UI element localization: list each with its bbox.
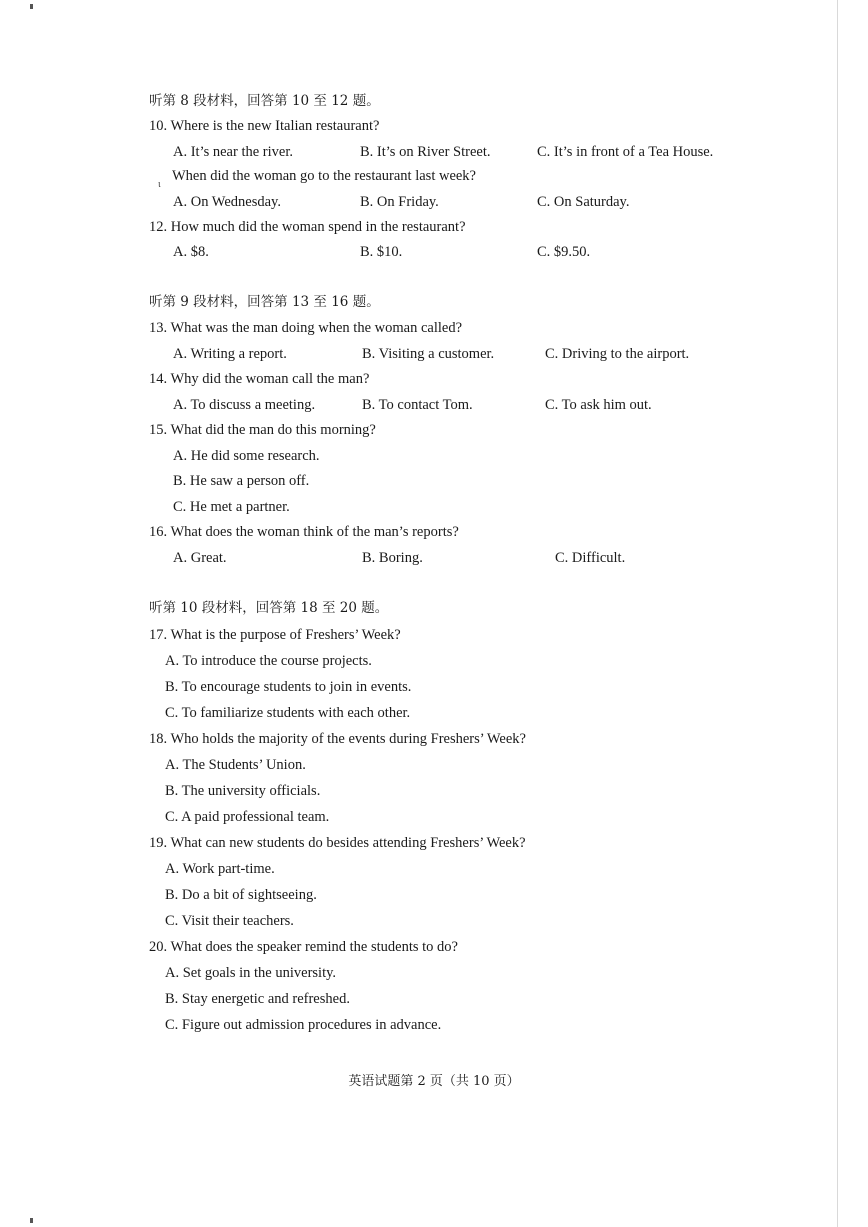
- option-a: A. On Wednesday.: [173, 194, 281, 210]
- option-b: B. To contact Tom.: [362, 397, 473, 413]
- question-stem: 14. Why did the woman call the man?: [149, 371, 370, 387]
- option-a: A. He did some research.: [173, 448, 320, 464]
- option-c: C. A paid professional team.: [165, 809, 330, 825]
- option-a: A. The Students’ Union.: [165, 757, 306, 773]
- question-stem: 20. What does the speaker remind the students to do?: [149, 939, 458, 955]
- option-b: B. It’s on River Street.: [360, 144, 491, 160]
- question-stem: 19. What can new students do besides attending Freshers’ Week?: [149, 835, 526, 851]
- question-stem: 18. Who holds the majority of the events during Freshers’ Week?: [149, 731, 526, 747]
- section-header: 听第 10 段材料，回答第 18 至 20 题。: [149, 600, 389, 616]
- option-b: B. On Friday.: [360, 194, 439, 210]
- option-a: A. Work part-time.: [165, 861, 275, 877]
- option-c: C. $9.50.: [537, 244, 591, 260]
- option-c: C. To familiarize students with each other.: [165, 705, 411, 721]
- option-c: C. On Saturday.: [537, 194, 630, 210]
- option-b: B. The university officials.: [165, 783, 321, 799]
- question-stem: 17. What is the purpose of Freshers’ Week?: [149, 627, 401, 643]
- stray-mark: ι: [158, 179, 161, 190]
- option-a: A. Great.: [173, 550, 227, 566]
- section-header: 听第 8 段材料，回答第 10 至 12 题。: [149, 93, 380, 109]
- option-c: C. Difficult.: [555, 550, 626, 566]
- option-c: C. He met a partner.: [173, 499, 290, 515]
- option-a: A. It’s near the river.: [173, 144, 293, 160]
- option-b: B. Visiting a customer.: [362, 346, 495, 362]
- option-b: B. $10.: [360, 244, 403, 260]
- question-stem: 13. What was the man doing when the woman called?: [149, 320, 463, 336]
- question-stem: 15. What did the man do this morning?: [149, 422, 376, 438]
- option-a: A. To discuss a meeting.: [173, 397, 316, 413]
- option-a: A. $8.: [173, 244, 209, 260]
- scan-mark: [30, 4, 33, 9]
- scan-edge: [837, 0, 838, 1227]
- question-stem: When did the woman go to the restaurant last week?: [172, 168, 476, 184]
- option-a: A. Writing a report.: [173, 346, 287, 362]
- option-c: C. To ask him out.: [545, 397, 652, 413]
- page-footer: 英语试题第 2 页（共 10 页）: [348, 1074, 520, 1089]
- question-stem: 10. Where is the new Italian restaurant?: [149, 118, 380, 134]
- option-b: B. To encourage students to join in events.: [165, 679, 412, 695]
- option-c: C. It’s in front of a Tea House.: [537, 144, 714, 160]
- option-b: B. He saw a person off.: [173, 473, 310, 489]
- question-stem: 16. What does the woman think of the man’s reports?: [149, 524, 459, 540]
- option-a: A. To introduce the course projects.: [165, 653, 372, 669]
- section-header: 听第 9 段材料，回答第 13 至 16 题。: [149, 294, 380, 310]
- option-c: C. Visit their teachers.: [165, 913, 294, 929]
- option-c: C. Driving to the airport.: [545, 346, 690, 362]
- option-c: C. Figure out admission procedures in advance.: [165, 1017, 442, 1033]
- option-b: B. Stay energetic and refreshed.: [165, 991, 350, 1007]
- option-b: B. Boring.: [362, 550, 423, 566]
- scan-mark: [30, 1218, 33, 1223]
- option-b: B. Do a bit of sightseeing.: [165, 887, 317, 903]
- question-stem: 12. How much did the woman spend in the restaurant?: [149, 219, 466, 235]
- option-a: A. Set goals in the university.: [165, 965, 337, 981]
